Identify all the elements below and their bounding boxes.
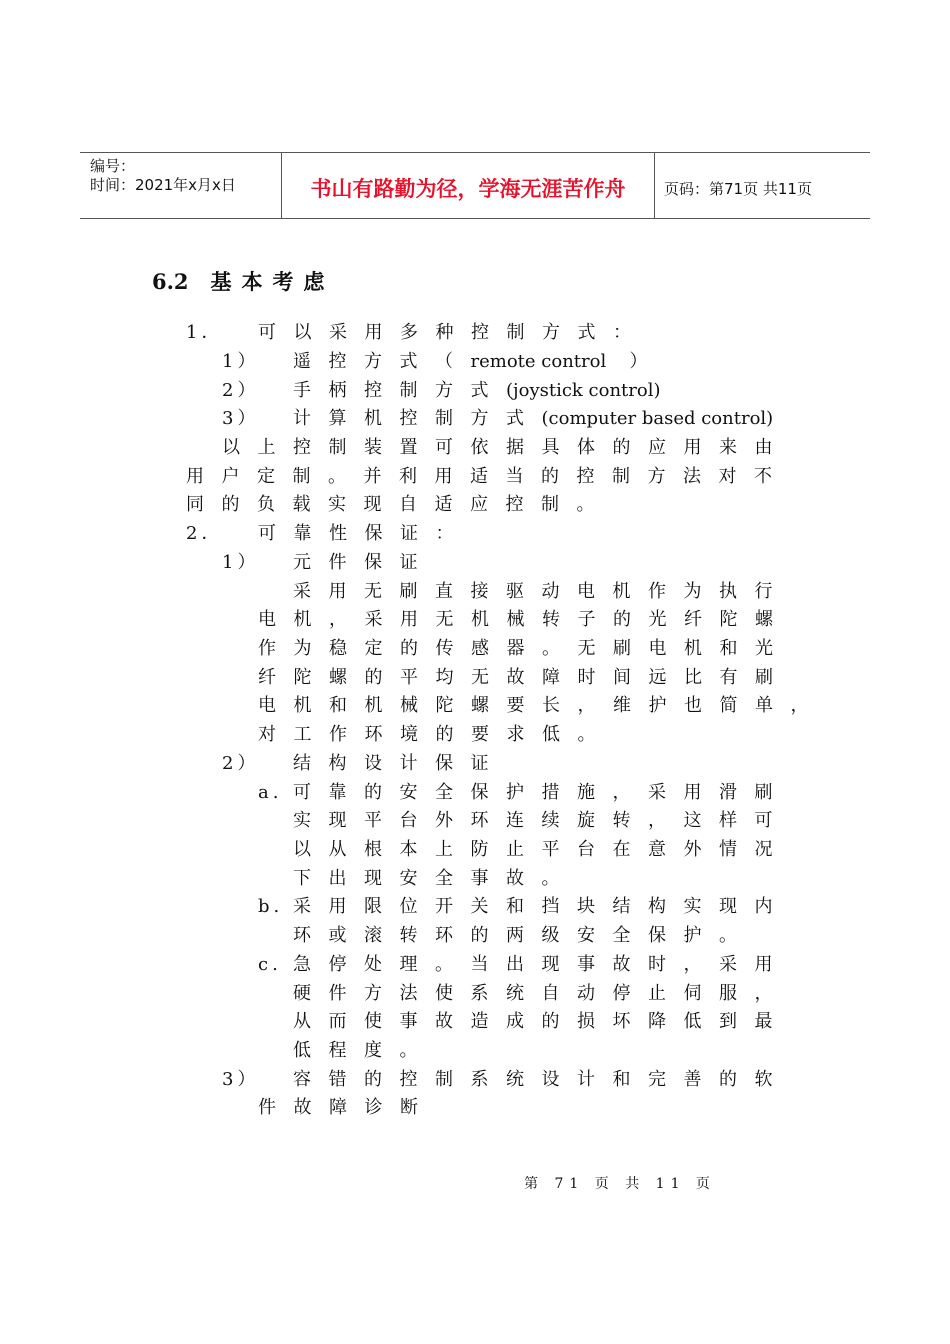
header-top-rule — [80, 152, 870, 153]
body-line: 环或滚转环的两级安全保护。 — [293, 925, 755, 946]
date-line: 时间：2021年x月x日 — [90, 176, 236, 194]
body-line: 从而使事故造成的损坏降低到最 — [293, 1011, 790, 1032]
body-line: 低程度。 — [293, 1040, 435, 1061]
list-label: 1． — [186, 322, 224, 343]
list-label: 3） — [222, 1069, 260, 1090]
list-label: 3） — [222, 408, 260, 429]
body-line: 以上控制装置可依据具体的应用来由 — [222, 437, 790, 458]
body-line: 纤陀螺的平均无故障时间远比有刷 — [258, 667, 791, 688]
body-line: 结构设计保证 — [293, 753, 506, 774]
list-label: 2） — [222, 753, 260, 774]
section-heading — [152, 266, 335, 296]
body-line: 采用无刷直接驱动电机作为执行 — [293, 581, 790, 602]
body-line: 作为稳定的传感器。无刷电机和光 — [258, 638, 791, 659]
body-line: 计算机控制方式(computer based control) — [293, 408, 774, 429]
page-info: 页码：第71页 共11页 — [664, 180, 812, 198]
section-title: 基本考虑 — [210, 269, 335, 294]
body-line: 电机，采用无机械转子的光纤陀螺 — [258, 609, 791, 630]
body-line: 下出现安全事故。 — [293, 868, 577, 889]
list-label: 1） — [222, 552, 260, 573]
body-line: 硬件方法使系统自动停止伺服， — [293, 983, 790, 1004]
body-line: 件故障诊断 — [258, 1097, 436, 1118]
list-label: 2． — [186, 523, 224, 544]
body-line: 可以采用多种控制方式： — [258, 322, 649, 343]
body-line: 用户定制。并利用适当的控制方法对不 — [186, 466, 790, 487]
body-line: 实现平台外环连续旋转，这样可 — [293, 810, 790, 831]
list-label: 2） — [222, 380, 260, 401]
body-line: 电机和机械陀螺要长，维护也简单， — [258, 695, 826, 716]
header-motto: 书山有路勤为径，学海无涯苦作舟 — [310, 177, 626, 201]
serial-label: 编号： — [90, 157, 136, 175]
list-label: c. — [258, 954, 282, 975]
list-label: 1） — [222, 351, 260, 372]
body-line: 以从根本上防止平台在意外情况 — [293, 839, 790, 860]
body-line: 容错的控制系统设计和完善的软 — [293, 1069, 790, 1090]
body-line: 手柄控制方式(joystick control) — [293, 380, 661, 401]
header-divider-right — [654, 152, 655, 219]
body-line: 可靠的安全保护措施，采用滑刷 — [293, 782, 790, 803]
body-line: 急停处理。当出现事故时，采用 — [293, 954, 790, 975]
body-line: 遥控方式（remote control ） — [293, 351, 665, 372]
body-line: 对工作环境的要求低。 — [258, 724, 613, 745]
body-line: 采用限位开关和挡块结构实现内 — [293, 896, 790, 917]
body-line: 可靠性保证： — [258, 523, 471, 544]
body-line: 同的负载实现自适应控制。 — [186, 494, 612, 515]
page-footer: 第 71 页 共 11 页 — [524, 1176, 716, 1192]
section-number: 6.2 — [152, 269, 189, 294]
list-label: b. — [258, 896, 284, 917]
body-line: 元件保证 — [293, 552, 435, 573]
header-bottom-rule — [80, 218, 870, 219]
list-label: a. — [258, 782, 283, 803]
